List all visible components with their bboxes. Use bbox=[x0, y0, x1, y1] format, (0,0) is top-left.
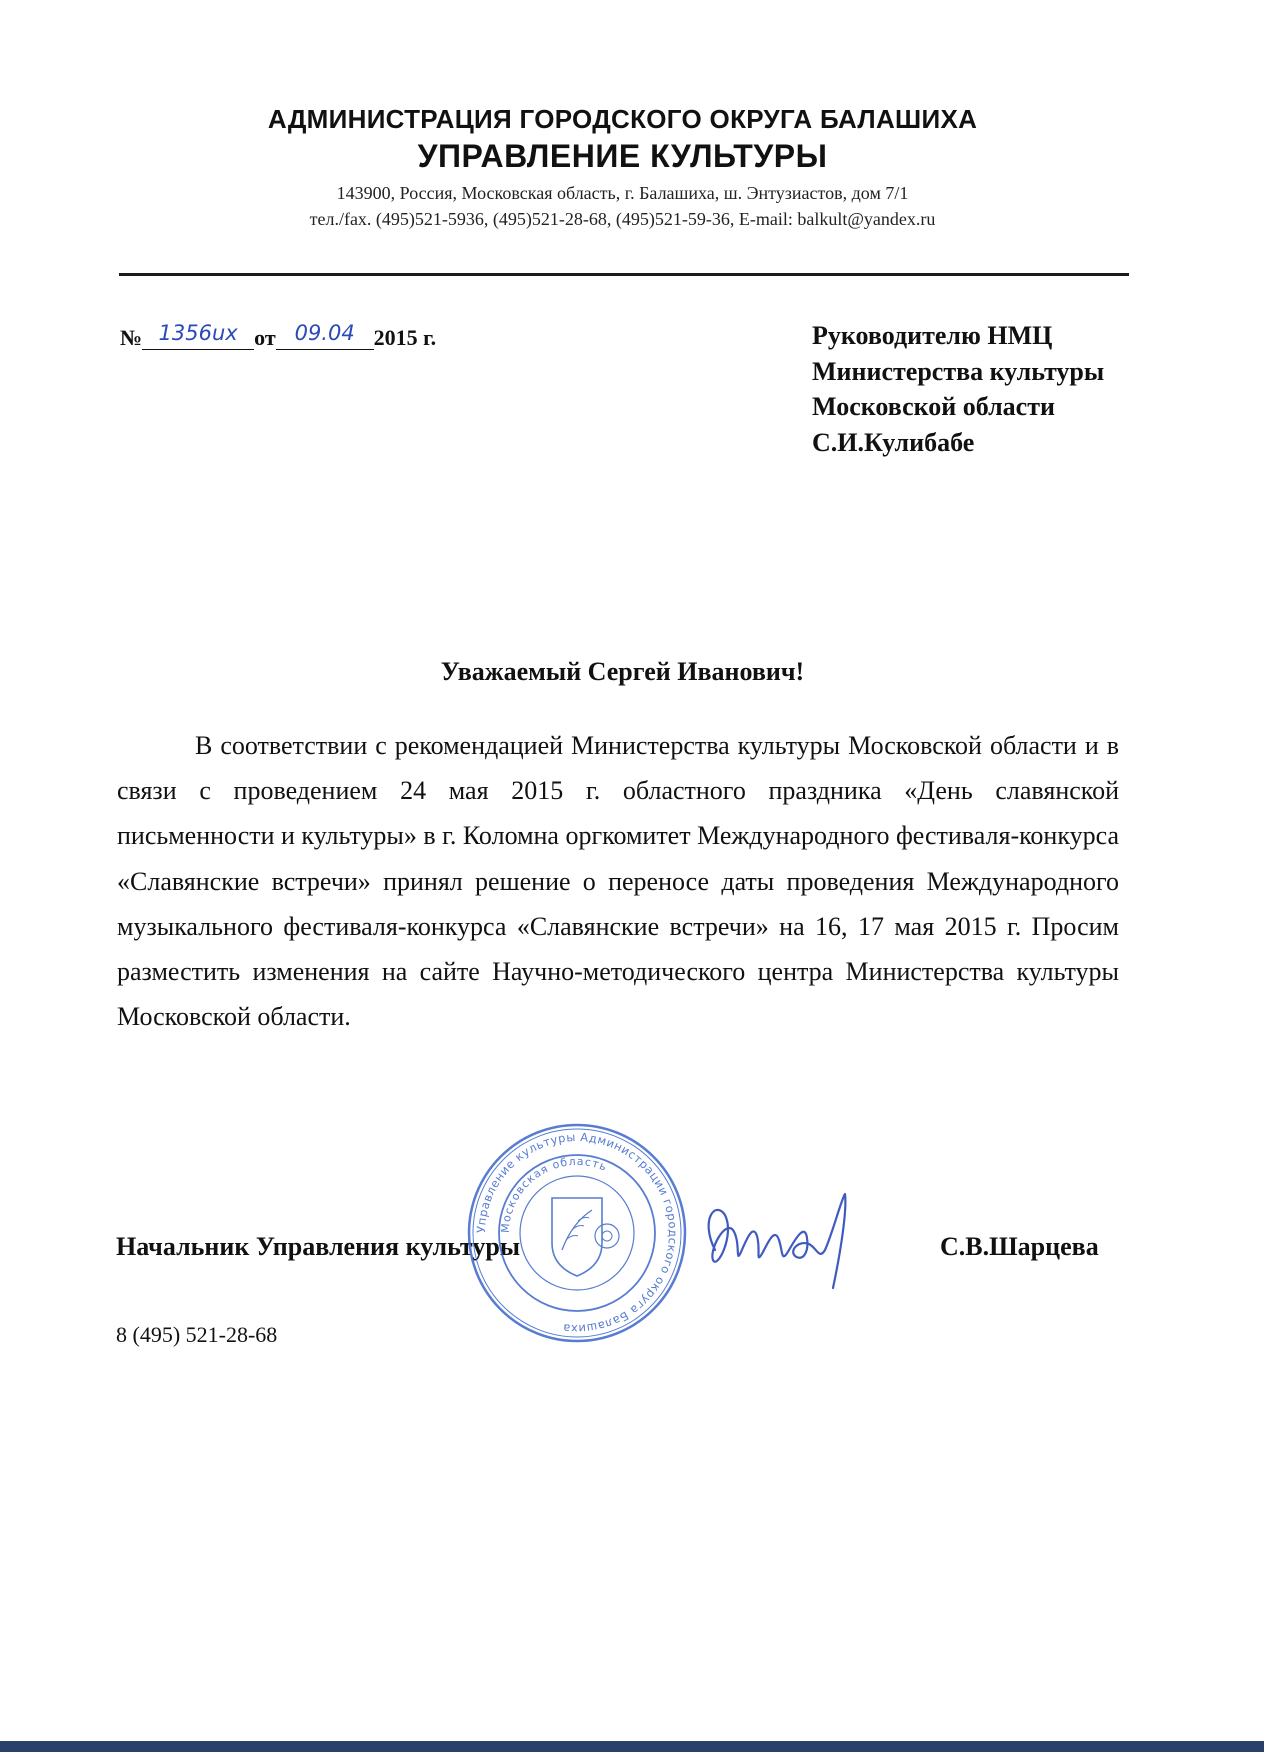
recipient-line: С.И.Кулибабе bbox=[812, 427, 975, 457]
reference-number-prefix: № bbox=[120, 325, 143, 350]
recipient-line: Министерства культуры bbox=[812, 356, 1105, 386]
stamp-outer-text: Управление культуры Администрации городского округа Балашиха bbox=[473, 1129, 681, 1337]
recipient-line: Руководителю НМЦ bbox=[812, 321, 1053, 350]
reference-date-handwritten: 09.04 bbox=[294, 321, 355, 345]
reference-date-blank bbox=[276, 321, 374, 350]
reference-year: 2015 г. bbox=[373, 325, 437, 350]
handwritten-signature bbox=[695, 1180, 875, 1305]
header-organization: АДМИНИСТРАЦИЯ ГОРОДСКОГО ОКРУГА БАЛАШИХА bbox=[267, 104, 978, 134]
recipient-block bbox=[812, 318, 1104, 460]
salutation: Уважаемый Сергей Иванович! bbox=[440, 657, 805, 686]
scan-edge-strip bbox=[0, 1741, 1264, 1752]
reference-line bbox=[120, 321, 437, 351]
letter-body: В соответствии с рекомендацией Министерства культуры Московской области и в связи с проведением 24 мая 2015 г. областного праздника «День славянской письменности и культуры» в г. Коломна оргкомитет Международного фестиваля-конкурса «Славянские встречи» принял решение о переносе даты проведения Международного музыкального фестиваля-конкурса «Славянские встречи» на 16, 17 мая 2015 г. Просим разместить изменения на сайте Научно-методического центра Министерства культуры Московской области. bbox=[117, 731, 1119, 1032]
reference-number-blank bbox=[142, 321, 254, 350]
coat-of-arms-icon bbox=[552, 1198, 619, 1276]
reference-date-prefix: от bbox=[254, 325, 276, 350]
official-stamp bbox=[462, 1118, 692, 1348]
header-contacts: тел./fax. (495)521-5936, (495)521-28-68, (495)521-59-36, E-mail: balkult@yandex.ru bbox=[309, 209, 936, 229]
header-department: УПРАВЛЕНИЕ КУЛЬТУРЫ bbox=[417, 138, 828, 174]
header-divider bbox=[119, 273, 1129, 276]
recipient-line: Московской области bbox=[812, 392, 1055, 421]
reference-number-handwritten: 1356ux bbox=[158, 321, 238, 345]
header-address: 143900, Россия, Московская область, г. Балашиха, ш. Энтузиастов, дом 7/1 bbox=[336, 183, 909, 203]
signature-title: Начальник Управления культуры bbox=[116, 1232, 521, 1261]
contact-phone: 8 (495) 521-28-68 bbox=[116, 1322, 278, 1347]
signature-name: С.В.Шарцева bbox=[940, 1232, 1099, 1261]
stamp-inner-text: Московская область bbox=[498, 1154, 610, 1234]
